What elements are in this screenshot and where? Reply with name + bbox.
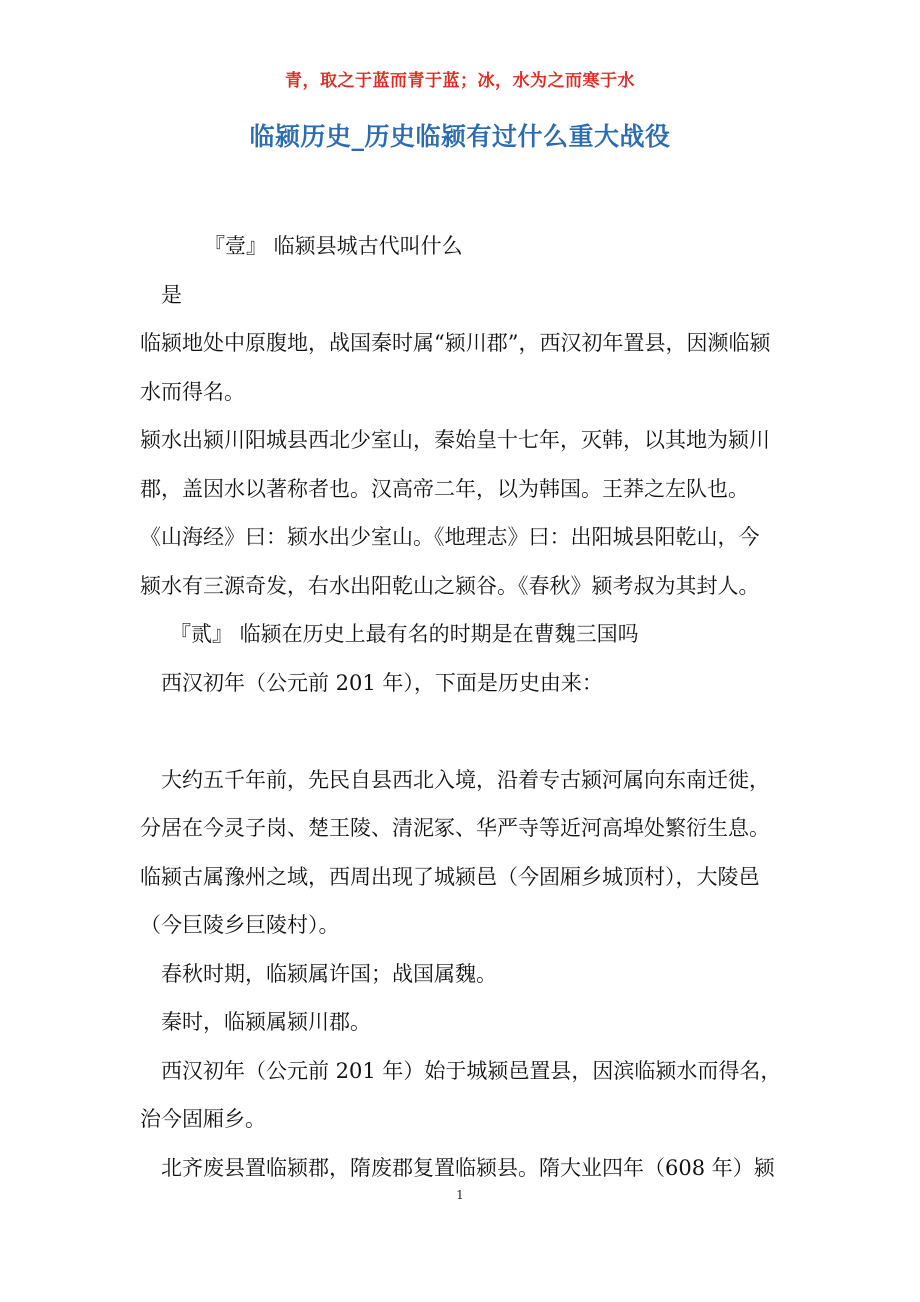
paragraph-line: 颍水有三源奇发，右水出阳乾山之颍谷。《春秋》颍考叔为其封人。 (140, 573, 760, 598)
paragraph-line: 是 (161, 282, 182, 307)
paragraph-line: 春秋时期，临颍属许国；战国属魏。 (161, 961, 497, 986)
section-heading-2: 『贰』 临颍在历史上最有名的时期是在曹魏三国吗 (170, 622, 639, 646)
section-heading-1: 『壹』 临颍县城古代叫什么 (204, 234, 463, 258)
paragraph-line: 《山海经》曰：颍水出少室山。《地理志》曰：出阳城县阳乾山，今 (140, 525, 760, 549)
paragraph-line: 北齐废县置临颍郡，隋废郡复置临颍县。隋大业四年（608 年）颍 (161, 1155, 775, 1180)
paragraph-line: 临颍地处中原腹地，战国秦时属“颍川郡”，西汉初年置县，因濒临颍 (140, 331, 771, 355)
paragraph-line: 大约五千年前，先民自县西北入境，沿着专古颍河属向东南迁徙， (161, 767, 770, 792)
paragraph-line: 水而得名。 (140, 379, 245, 404)
paragraph-line: 治今固厢乡。 (140, 1107, 266, 1131)
page-number: 1 (456, 1188, 464, 1202)
page-title: 临颍历史_历史临颍有过什么重大战役 (249, 122, 671, 151)
header-motto: 青，取之于蓝而青于蓝；冰，水为之而寒于水 (285, 71, 635, 91)
paragraph-line: 西汉初年（公元前 201 年）始于城颍邑置县，因滨临颍水而得名， (161, 1058, 782, 1083)
paragraph-line: 秦时，临颍属颍川郡。 (161, 1010, 371, 1034)
paragraph-line: （今巨陵乡巨陵村）。 (140, 913, 340, 937)
paragraph-line: 分居在今灵子岗、楚王陵、清泥冢、华严寺等近河高埠处繁衍生息。 (140, 816, 770, 840)
paragraph-line: 临颍古属豫州之域，西周出现了城颍邑（今固厢乡城顶村），大陵邑 (140, 864, 760, 889)
paragraph-line: 郡，盖因水以著称者也。汉高帝二年，以为韩国。王莽之左队也。 (140, 476, 749, 501)
blank-line (140, 707, 790, 756)
paragraph-line: 颍水出颍川阳城县西北少室山，秦始皇十七年，灭韩，以其地为颍川 (140, 428, 770, 452)
document-body (140, 222, 790, 1192)
paragraph-line: 西汉初年（公元前 201 年），下面是历史由来： (161, 670, 603, 695)
